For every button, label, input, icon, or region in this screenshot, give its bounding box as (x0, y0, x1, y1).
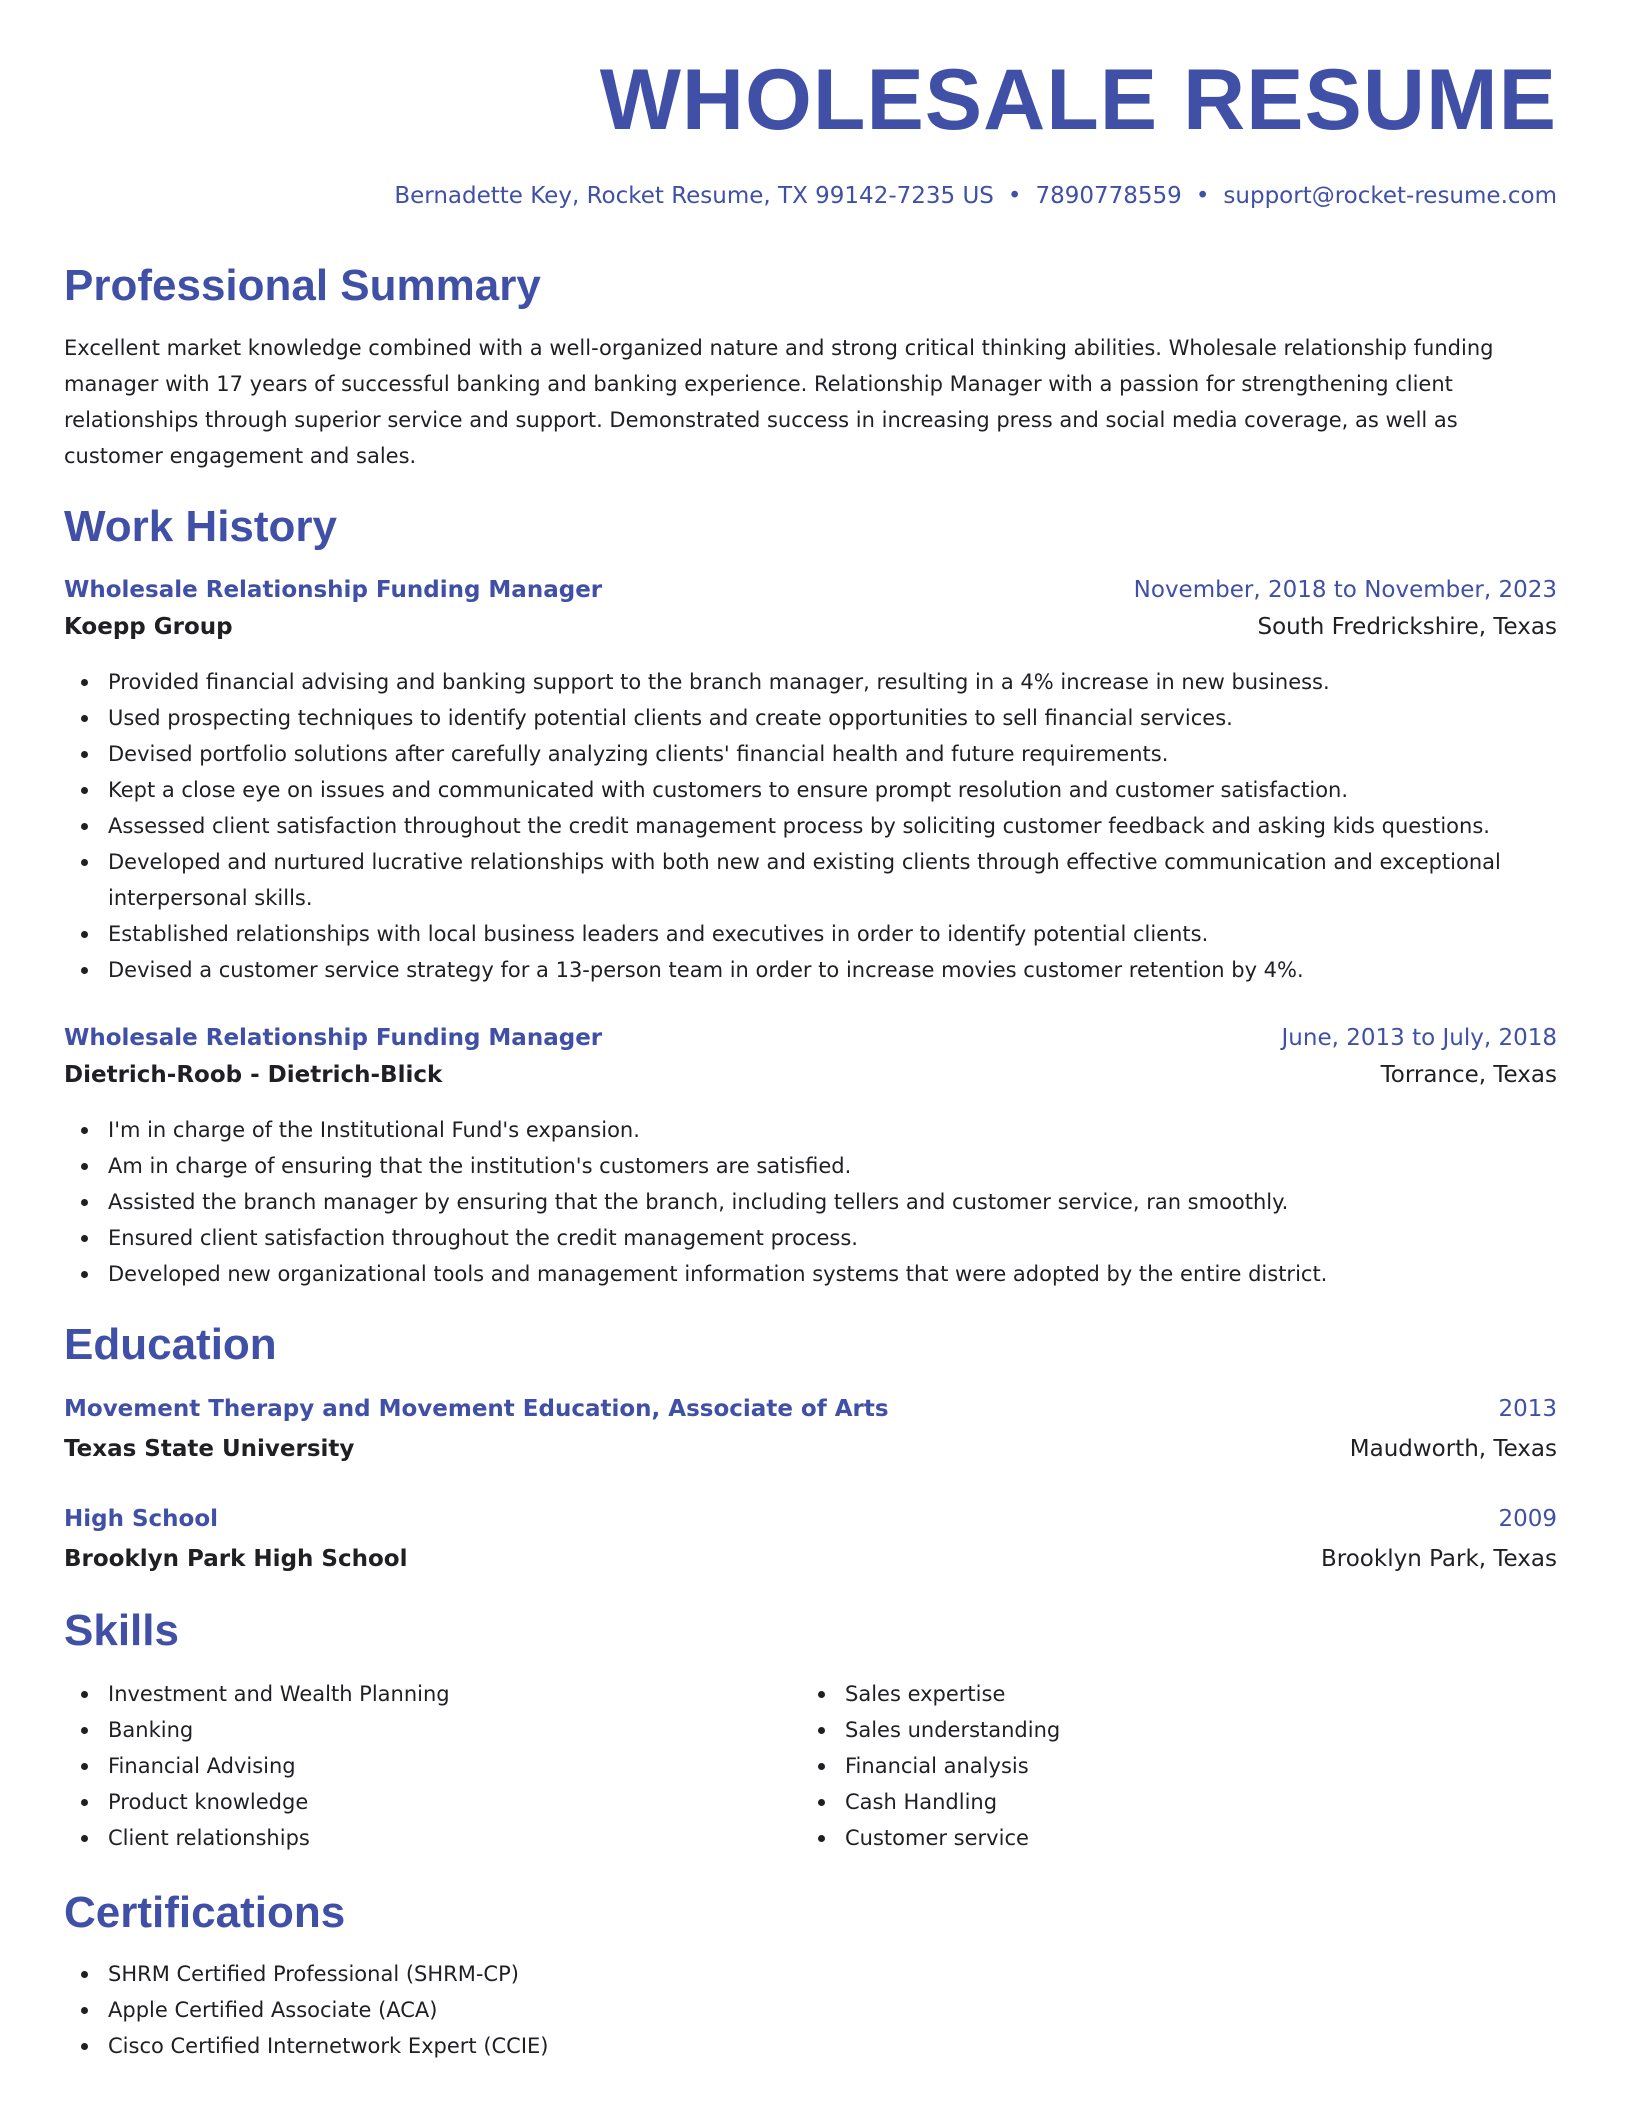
list-item: Ensured client satisfaction throughout the credit management process. (108, 1220, 1601, 1256)
list-item: Devised portfolio solutions after carefully analyzing clients' financial health and future requirements. (108, 736, 1601, 772)
list-item: Financial Advising (108, 1748, 808, 1784)
job-location: Torrance, Texas (1380, 1062, 1557, 1088)
education-degree-row (64, 1392, 1557, 1426)
summary-text: Excellent market knowledge combined with a well-organized nature and strong critical thinking abilities. Wholesale relationship funding manager with 17 years of successful banking and banking experience. Relationship Manager with a passion for strengthening client relationships through superior service and support. Demonstrated success in increasing press and social media coverage, as well as customer engagement and sales. (64, 336, 1494, 468)
summary-heading: Professional Summary (64, 261, 541, 310)
list-item: Financial analysis (845, 1748, 1545, 1784)
education-degree: Movement Therapy and Movement Education, Associate of Arts (64, 1396, 889, 1422)
education-school: Texas State University (64, 1436, 355, 1462)
list-item: Investment and Wealth Planning (108, 1676, 808, 1712)
job-dates: June, 2013 to July, 2018 (1281, 1025, 1557, 1051)
list-item: Apple Certified Associate (ACA) (108, 1992, 1601, 2028)
list-item: Cash Handling (845, 1784, 1545, 1820)
list-item: I'm in charge of the Institutional Fund's expansion. (108, 1112, 1601, 1148)
job-title-row (64, 573, 1557, 607)
list-item: Developed new organizational tools and management information systems that were adopted by the entire district. (108, 1256, 1601, 1292)
job-company-row (64, 1058, 1557, 1092)
list-item: Sales understanding (845, 1712, 1545, 1748)
skills-heading: Skills (64, 1606, 179, 1655)
job-title: Wholesale Relationship Funding Manager (64, 1025, 603, 1051)
education-location: Brooklyn Park, Texas (1321, 1546, 1557, 1572)
education-school-row (64, 1432, 1557, 1466)
education-degree: High School (64, 1506, 219, 1532)
certifications-heading: Certifications (64, 1888, 346, 1937)
contact-line (394, 180, 1557, 212)
job-company: Dietrich-Roob - Dietrich-Blick (64, 1062, 443, 1088)
list-item: Assisted the branch manager by ensuring that the branch, including tellers and customer service, ran smoothly. (108, 1184, 1601, 1220)
job-bullets (64, 1112, 1601, 1292)
contact-email[interactable]: support@rocket-resume.com (1223, 183, 1557, 209)
certifications-list (64, 1956, 1601, 2064)
separator-dot: • (1007, 183, 1022, 209)
education-year: 2013 (1498, 1396, 1557, 1422)
job-company-row (64, 610, 1557, 644)
job-title-row (64, 1021, 1557, 1055)
list-item: Assessed client satisfaction throughout the credit management process by soliciting customer feedback and asking kids questions. (108, 808, 1601, 844)
resume-name: WHOLESALE RESUME (599, 52, 1557, 148)
education-year: 2009 (1498, 1506, 1557, 1532)
separator-dot: • (1195, 183, 1210, 209)
contact-address: Bernadette Key, Rocket Resume, TX 99142-7235 US (394, 183, 994, 209)
list-item: Product knowledge (108, 1784, 808, 1820)
education-heading: Education (64, 1320, 277, 1369)
job-title: Wholesale Relationship Funding Manager (64, 577, 603, 603)
list-item: SHRM Certified Professional (SHRM-CP) (108, 1956, 1601, 1992)
job-location: South Fredrickshire, Texas (1257, 614, 1557, 640)
skills-list-left (64, 1676, 808, 1856)
list-item: Developed and nurtured lucrative relationships with both new and existing clients through effective communication and exceptional interpersonal skills. (108, 844, 1601, 916)
list-item: Devised a customer service strategy for a 13-person team in order to increase movies customer retention by 4%. (108, 952, 1601, 988)
list-item: Client relationships (108, 1820, 808, 1856)
education-location: Maudworth, Texas (1349, 1436, 1557, 1462)
list-item: Am in charge of ensuring that the institution's customers are satisfied. (108, 1148, 1601, 1184)
education-school: Brooklyn Park High School (64, 1546, 408, 1572)
job-company: Koepp Group (64, 614, 233, 640)
job-dates: November, 2018 to November, 2023 (1133, 577, 1557, 603)
education-degree-row (64, 1502, 1557, 1536)
list-item: Cisco Certified Internetwork Expert (CCIE) (108, 2028, 1601, 2064)
list-item: Banking (108, 1712, 808, 1748)
list-item: Sales expertise (845, 1676, 1545, 1712)
job-bullets (64, 664, 1601, 988)
list-item: Established relationships with local business leaders and executives in order to identify potential clients. (108, 916, 1601, 952)
list-item: Kept a close eye on issues and communicated with customers to ensure prompt resolution and customer satisfaction. (108, 772, 1601, 808)
list-item: Used prospecting techniques to identify potential clients and create opportunities to sell financial services. (108, 700, 1601, 736)
education-school-row (64, 1542, 1557, 1576)
list-item: Provided financial advising and banking support to the branch manager, resulting in a 4% increase in new business. (108, 664, 1601, 700)
skills-list-right (801, 1676, 1545, 1856)
list-item: Customer service (845, 1820, 1545, 1856)
contact-phone[interactable]: 7890778559 (1035, 183, 1182, 209)
work-history-heading: Work History (64, 502, 338, 551)
